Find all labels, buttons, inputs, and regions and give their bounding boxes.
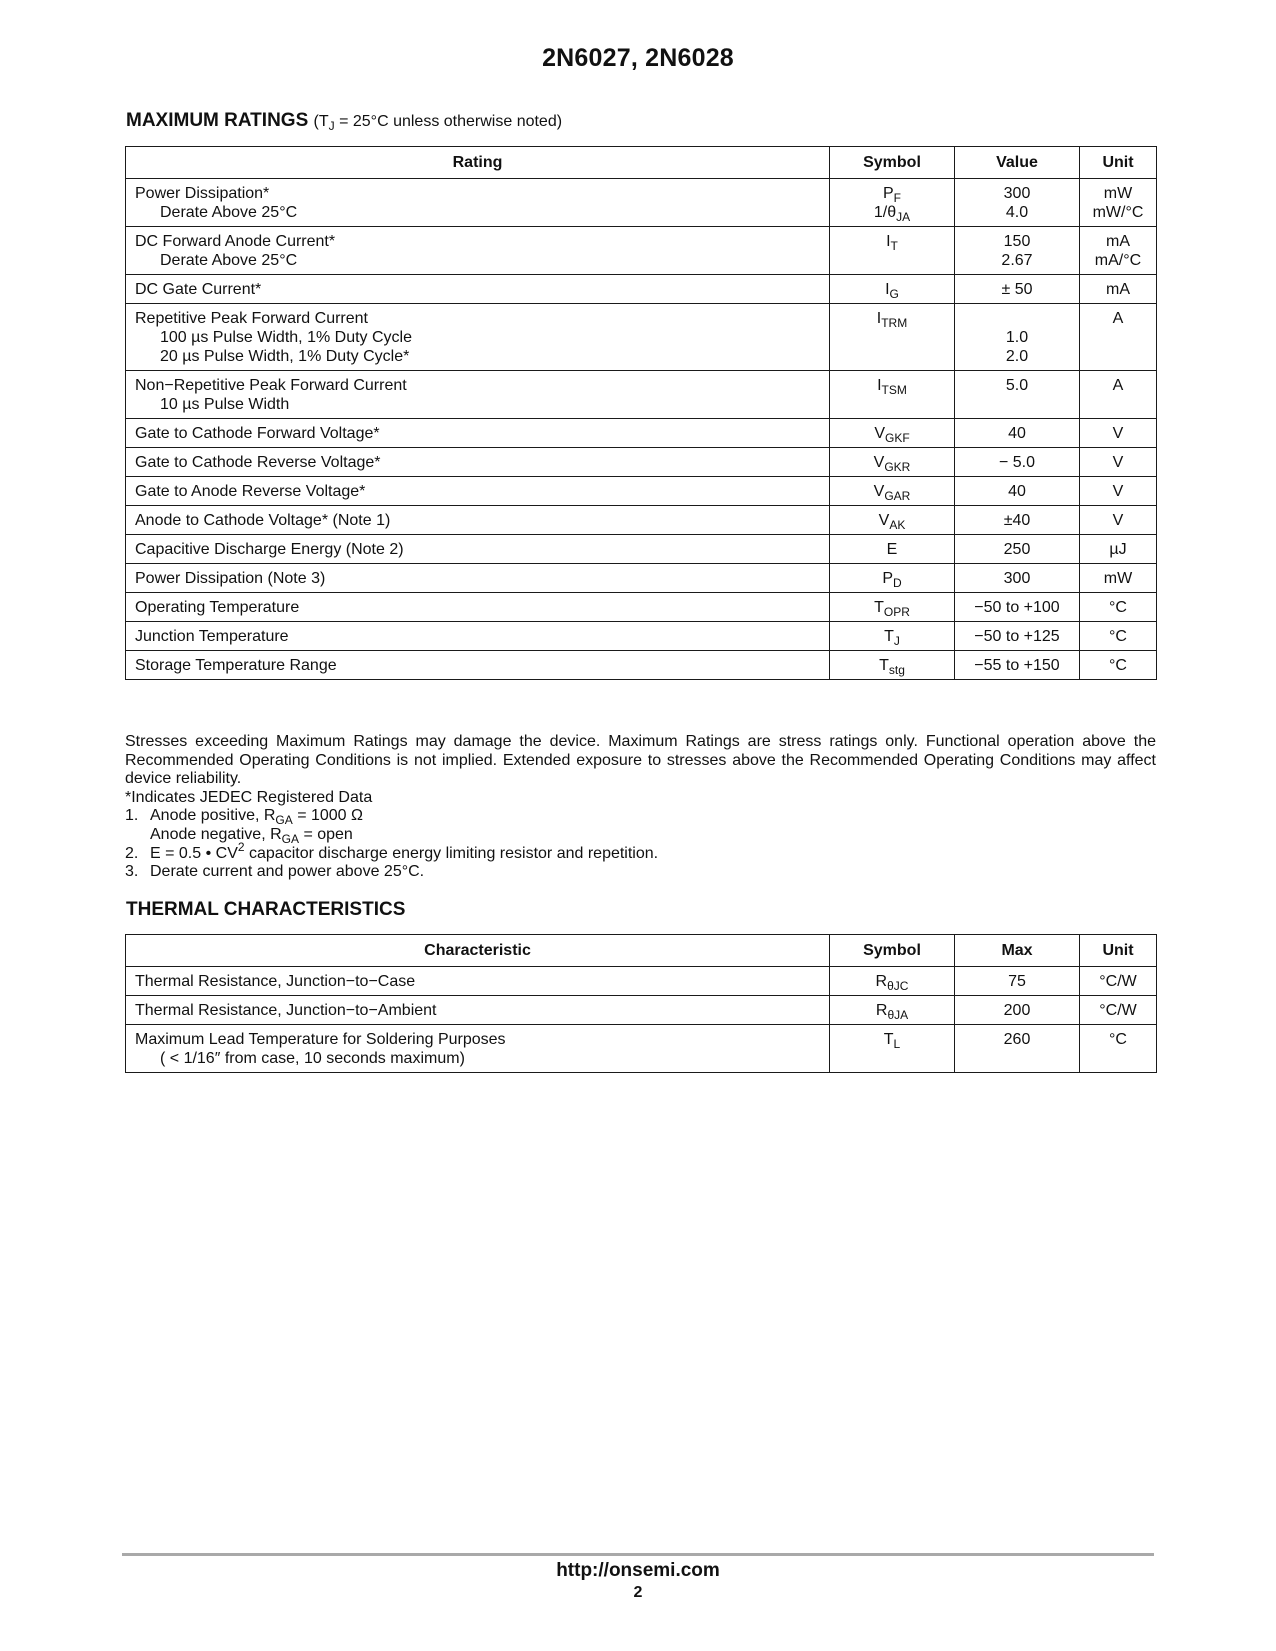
characteristic-max: 260	[955, 1025, 1080, 1073]
table-row	[126, 227, 1157, 275]
characteristic-max: 75	[955, 967, 1080, 996]
rating-value: −50 to +125	[955, 622, 1080, 651]
max-ratings-table	[125, 146, 1157, 680]
table-row	[126, 419, 1157, 448]
rating-value: 300	[955, 564, 1080, 593]
rating-value: − 5.0	[955, 448, 1080, 477]
rating-name: Repetitive Peak Forward Current 100 µs Pulse Width, 1% Duty Cycle 20 µs Pulse Width, 1% Duty Cycle*	[126, 304, 830, 371]
rating-unit: V	[1080, 419, 1157, 448]
rating-unit: A	[1080, 304, 1157, 371]
rating-value: −50 to +100	[955, 593, 1080, 622]
rating-name: Gate to Cathode Forward Voltage*	[126, 419, 830, 448]
characteristic-name: Thermal Resistance, Junction−to−Case	[126, 967, 830, 996]
rating-name: Storage Temperature Range	[126, 651, 830, 680]
rating-unit: mA mA/°C	[1080, 227, 1157, 275]
rating-name: DC Forward Anode Current* Derate Above 25°C	[126, 227, 830, 275]
header-rating: Rating	[126, 147, 830, 179]
characteristic-symbol: $R_{\theta JC}$	[830, 967, 955, 996]
rating-symbol: $P_F$ $1/\theta_{JA}$	[830, 179, 955, 227]
rating-unit: °C	[1080, 651, 1157, 680]
footer-divider	[122, 1553, 1154, 1556]
table-row	[126, 275, 1157, 304]
rating-symbol: $V_{AK}$	[830, 506, 955, 535]
rating-symbol: $P_D$	[830, 564, 955, 593]
header-characteristic: Characteristic	[126, 935, 830, 967]
rating-unit: mW mW/°C	[1080, 179, 1157, 227]
rating-unit: mW	[1080, 564, 1157, 593]
thermal-table	[125, 934, 1157, 1073]
header-symbol: Symbol	[830, 935, 955, 967]
rating-value: −55 to +150	[955, 651, 1080, 680]
header-symbol: Symbol	[830, 147, 955, 179]
rating-unit: µJ	[1080, 535, 1157, 564]
note-1: 1. Anode positive, $R_{GA} = 1000$ Ω Anode negative, $R_{GA}$ = open	[125, 807, 363, 846]
rating-value: 150 2.67	[955, 227, 1080, 275]
table-row	[126, 535, 1157, 564]
rating-unit: °C	[1080, 622, 1157, 651]
rating-value: 250	[955, 535, 1080, 564]
rating-symbol: $V_{GKF}$	[830, 419, 955, 448]
characteristic-unit: °C/W	[1080, 996, 1157, 1025]
page-title: 2N6027, 2N6028	[542, 44, 734, 72]
rating-unit: V	[1080, 477, 1157, 506]
table-row	[126, 448, 1157, 477]
rating-name: Operating Temperature	[126, 593, 830, 622]
thermal-heading: THERMAL CHARACTERISTICS	[126, 899, 406, 920]
table-row	[126, 593, 1157, 622]
rating-value: 40	[955, 477, 1080, 506]
rating-symbol: $I_{TSM}$	[830, 371, 955, 419]
page-number: 2	[633, 1584, 643, 1601]
rating-name: Capacitive Discharge Energy (Note 2)	[126, 535, 830, 564]
max-ratings-heading	[126, 110, 562, 132]
table-row	[126, 996, 1157, 1025]
characteristic-unit: °C	[1080, 1025, 1157, 1073]
rating-symbol: $I_{TRM}$	[830, 304, 955, 371]
rating-name: Gate to Cathode Reverse Voltage*	[126, 448, 830, 477]
rating-name: Power Dissipation* Derate Above 25°C	[126, 179, 830, 227]
rating-symbol: $I_T$	[830, 227, 955, 275]
ratings-notes	[125, 733, 1156, 882]
note-2: 2. E = 0.5 • $CV^2$ capacitor discharge energy limiting resistor and repetition.	[125, 839, 659, 862]
rating-symbol: $V_{GKR}$	[830, 448, 955, 477]
table-row	[126, 622, 1157, 651]
rating-value: 1.0 2.0	[955, 304, 1080, 371]
table-row	[126, 651, 1157, 680]
rating-symbol: E	[830, 535, 955, 564]
note-3: 3. Derate current and power above 25°C.	[125, 863, 425, 881]
table-row	[126, 506, 1157, 535]
characteristic-symbol: $T_L$	[830, 1025, 955, 1073]
footer-url-link[interactable]: http://onsemi.com	[556, 1560, 720, 1581]
jedec-note: *Indicates JEDEC Registered Data	[125, 788, 373, 806]
rating-unit: A	[1080, 371, 1157, 419]
rating-symbol: $T_J$	[830, 622, 955, 651]
rating-value: 40	[955, 419, 1080, 448]
table-header-row	[126, 147, 1157, 179]
rating-value: ±40	[955, 506, 1080, 535]
max-ratings-condition: ($T_J = 25^\circ C$ unless otherwise noted)	[313, 113, 563, 133]
rating-symbol: $V_{GAR}$	[830, 477, 955, 506]
rating-unit: V	[1080, 506, 1157, 535]
rating-value: ± 50	[955, 275, 1080, 304]
header-unit: Unit	[1080, 935, 1157, 967]
rating-symbol: $T_{stg}$	[830, 651, 955, 680]
table-row	[126, 477, 1157, 506]
characteristic-symbol: $R_{\theta JA}$	[830, 996, 955, 1025]
rating-unit: mA	[1080, 275, 1157, 304]
rating-value: 300 4.0	[955, 179, 1080, 227]
table-row	[126, 1025, 1157, 1073]
characteristic-unit: °C/W	[1080, 967, 1157, 996]
rating-unit: °C	[1080, 593, 1157, 622]
table-row	[126, 371, 1157, 419]
rating-symbol: $I_G$	[830, 275, 955, 304]
header-unit: Unit	[1080, 147, 1157, 179]
rating-name: Gate to Anode Reverse Voltage*	[126, 477, 830, 506]
characteristic-name: Maximum Lead Temperature for Soldering Purposes ( < 1/16″ from case, 10 seconds maximum)	[126, 1025, 830, 1073]
rating-symbol: $T_{OPR}$	[830, 593, 955, 622]
rating-name: DC Gate Current*	[126, 275, 830, 304]
table-row	[126, 304, 1157, 371]
rating-name: Power Dissipation (Note 3)	[126, 564, 830, 593]
rating-value: 5.0	[955, 371, 1080, 419]
table-row	[126, 564, 1157, 593]
rating-name: Non−Repetitive Peak Forward Current 10 µs Pulse Width	[126, 371, 830, 419]
table-header-row	[126, 935, 1157, 967]
header-value: Value	[955, 147, 1080, 179]
stress-disclaimer: Stresses exceeding Maximum Ratings may damage the device. Maximum Ratings are stress ratings only. Functional operation above the Recommended Operating Conditions is not implied. Extended exposure to stresses above the Recommended Operating Conditions may affect device reliability.	[125, 733, 1156, 788]
rating-name: Junction Temperature	[126, 622, 830, 651]
header-max: Max	[955, 935, 1080, 967]
characteristic-name: Thermal Resistance, Junction−to−Ambient	[126, 996, 830, 1025]
max-ratings-title: MAXIMUM RATINGS	[126, 110, 309, 131]
rating-name: Anode to Cathode Voltage* (Note 1)	[126, 506, 830, 535]
table-row	[126, 967, 1157, 996]
characteristic-max: 200	[955, 996, 1080, 1025]
table-row	[126, 179, 1157, 227]
rating-unit: V	[1080, 448, 1157, 477]
